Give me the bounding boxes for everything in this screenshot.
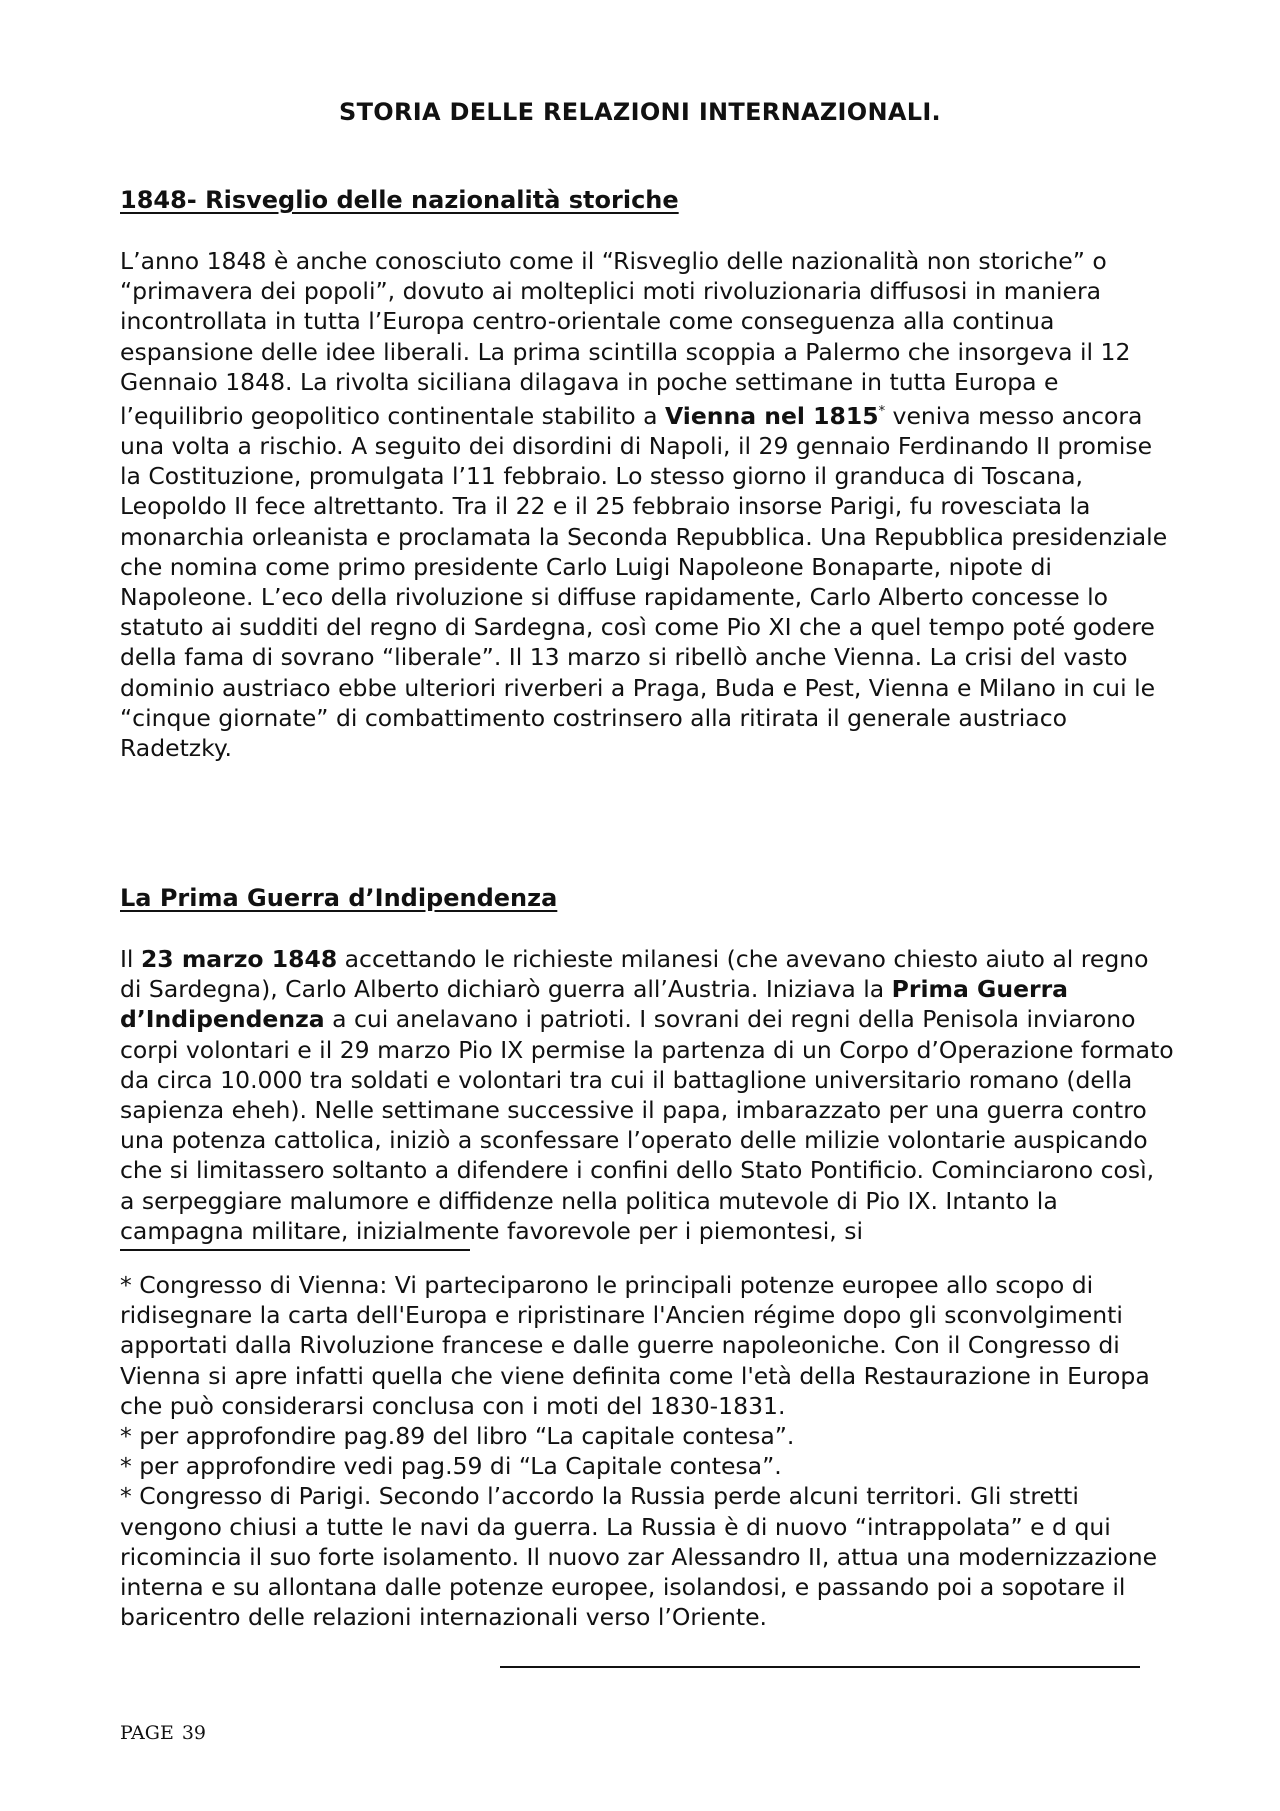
bold-term-guerra: Prima Guerra d’Indipendenza (120, 975, 1069, 1034)
paragraph-text: Il (120, 945, 141, 973)
paragraph-text: a cui anelavano i patrioti. I sovrani dei regni della Penisola inviarono corpi volontari e il 29 marzo Pio IX permise la partenza di un Corpo d’Operazione formato da circa 10.000 tra soldati e volontari tra cui il battaglione universitario romano (della sapienza eheh). Nelle settimane successive il papa, imbarazzato per una guerra contro una potenza cattolica, iniziò a sconfessare l’operato delle milizie volontarie auspicando che si limitassero soltanto a difendere i confini dello Stato Pontificio. Cominciarono così, a serpeggiare malumore e diffidenze nella politica mutevole di Pio IX. Intanto la campagna militare, inizialmente favorevole per i piemontesi, si (120, 1005, 1174, 1245)
page-number: 39 (181, 1722, 206, 1744)
paragraph-text: L’anno 1848 è anche conosciuto come il “Risveglio delle nazionalità non storiche” o “primavera dei popoli”, dovuto ai molteplici moti rivoluzionaria diffusosi in maniera incontrollata in tutta l’Europa centro-orientale come conseguenza alla continua espansione delle idee liberali. La prima scintilla scoppia a Palermo che insorgeva il 12 Gennaio 1848. La rivolta siciliana dilagava in poche settimane in tutta Europa e l’equilibrio geopolitico continentale stabilito a (120, 247, 1131, 430)
page-label: PAGE (120, 1722, 174, 1744)
footnote-rule (500, 1666, 1140, 1668)
footnotes-block (120, 1270, 1180, 1632)
underline-mark (120, 1249, 470, 1251)
footnote-vienna: * Congresso di Vienna: Vi parteciparono le principali potenze europee allo scopo di ridisegnare la carta dell'Europa e ripristinare l'Ancien régime dopo gli sconvolgimenti apportati dalla Rivoluzione francese e dalle guerre napoleoniche. Con il Congresso di Vienna si apre infatti quella che viene definita come l'età della Restaurazione in Europa che può considerarsi conclusa con i moti del 1830-1831. (120, 1271, 1150, 1420)
footnote-parigi: * Congresso di Parigi. Secondo l’accordo la Russia perde alcuni territori. Gli stretti vengono chiusi a tutte le navi da guerra. La Russia è di nuovo “intrappolata” e d qui ricomincia il suo forte isolamento. Il nuovo zar Alessandro II, attua una modernizzazione interna e su allontana dalle potenze europee, isolandosi, e passando poi a sopotare il baricentro delle relazioni internazionali verso l’Oriente. (120, 1482, 1158, 1632)
section-heading-prima-guerra: La Prima Guerra d’Indipendenza (120, 884, 558, 912)
bold-term-vienna: Vienna nel 1815 (664, 401, 879, 430)
footnote-mark: * (878, 404, 886, 420)
paragraph-text: veniva messo ancora una volta a rischio. A seguito dei disordini di Napoli, il 29 gennaio Ferdinando II promise la Costituzione, promulgata l’11 febbraio. Lo stesso giorno il granduca di Toscana, Leopoldo II fece altrettanto. Tra il 22 e il 25 febbraio insorse Parigi, fu rovesciata la monarchia orleanista e proclamata la Seconda Repubblica. Una Repubblica presidenziale che nomina come primo presidente Carlo Luigi Napoleone Bonaparte, nipote di Napoleone. L’eco della rivoluzione si diffuse rapidamente, Carlo Alberto concesse lo statuto ai sudditi del regno di Sardegna, così come Pio XI che a quel tempo poté godere della fama di sovrano “liberale”. Il 13 marzo si ribellò anche Vienna. La crisi del vasto dominio austriaco ebbe ulteriori riverberi a Praga, Buda e Pest, Vienna e Milano in cui le “cinque giornate” di combattimento costrinsero alla ritirata il generale austriaco Radetzky. (120, 401, 1168, 763)
page-footer (120, 1722, 214, 1744)
paragraph-prima-guerra (120, 944, 1175, 1246)
document-title: STORIA DELLE RELAZIONI INTERNAZIONALI. (339, 98, 941, 126)
bold-date: 23 marzo 1848 (140, 945, 338, 973)
section-heading-1848: 1848- Risveglio delle nazionalità storiche (120, 186, 679, 214)
footnote-capitale-2: * per approfondire vedi pag.59 di “La Capitale contesa”. (120, 1452, 782, 1481)
paragraph-1848 (120, 246, 1175, 763)
paragraph-text: accettando le richieste milanesi (che avevano chiesto aiuto al regno di Sardegna), Carlo Alberto dichiarò guerra all’Austria. Iniziava la (120, 945, 1149, 1004)
footnote-capitale-1: * per approfondire pag.89 del libro “La capitale contesa”. (120, 1422, 795, 1451)
